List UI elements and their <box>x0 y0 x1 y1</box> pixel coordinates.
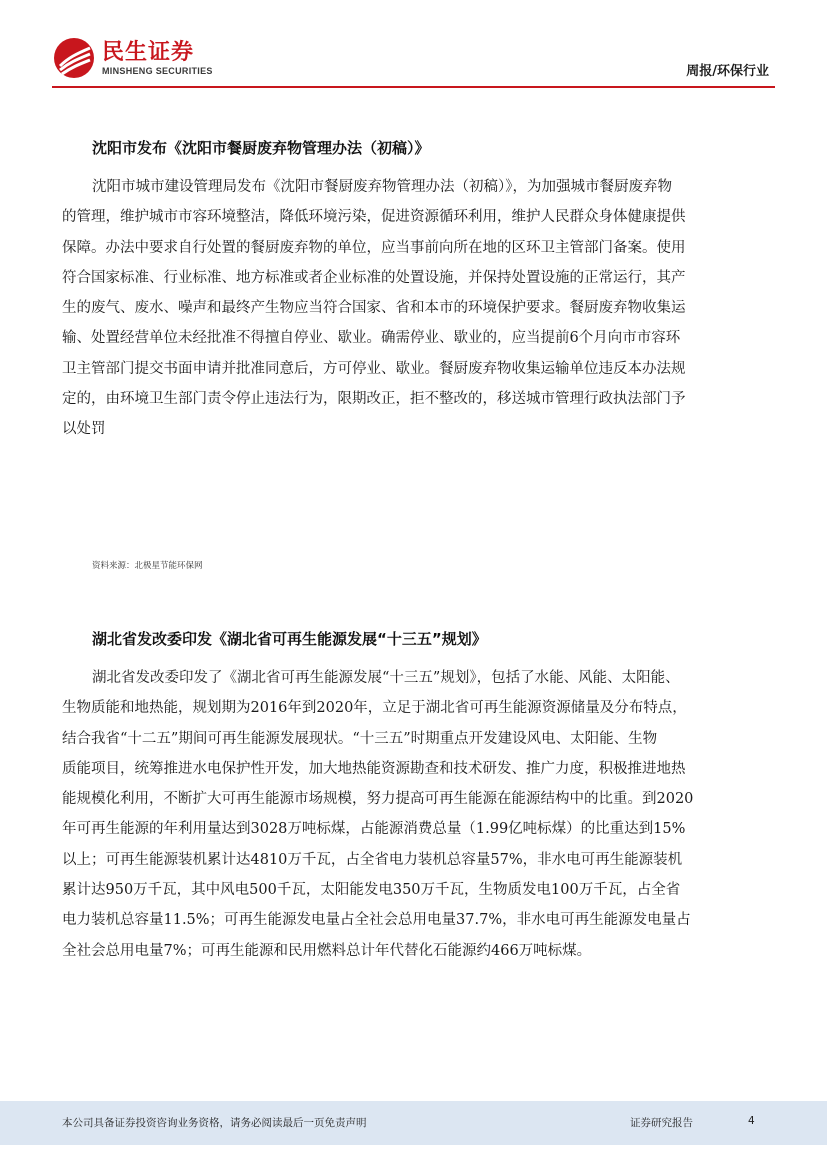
footer-label: 证券研究报告 <box>630 1117 693 1129</box>
paragraph-line: 年可再生能源的年利用量达到3028万吨标煤，占能源消费总量（1.99亿吨标煤）的比重达到15% <box>62 821 686 838</box>
section-body-hubei <box>62 663 767 966</box>
paragraph-line: 定的，由环境卫生部门责令停止违法行为，限期改正，拒不整改的，移送城市管理行政执法部门予 <box>62 391 686 408</box>
report-type: 周报/环保行业 <box>686 64 769 79</box>
page-footer <box>0 1101 827 1145</box>
page-number: 4 <box>748 1115 755 1127</box>
header-divider <box>52 86 775 88</box>
section-body-shenyang <box>62 172 767 445</box>
minsheng-logo-icon <box>52 36 96 80</box>
paragraph-line: 电力装机总容量11.5%；可再生能源发电量占全社会总用电量37.7%，非水电可再生能源发电量占 <box>62 912 691 929</box>
paragraph-line: 能规模化利用，不断扩大可再生能源市场规模，努力提高可再生能源在能源结构中的比重。到2020 <box>62 791 694 808</box>
paragraph-line: 全社会总用电量7%；可再生能源和民用燃料总计年代替化石能源约466万吨标煤。 <box>62 942 592 959</box>
paragraph-line: 累计达950万千瓦，其中风电500千瓦，太阳能发电350万千瓦，生物质发电100万千瓦，占全省 <box>62 882 681 899</box>
paragraph-line: 湖北省发改委印发了《湖北省可再生能源发展“十三五”规划》，包括了水能、风能、太阳能、 <box>92 670 680 686</box>
paragraph-line: 生物质能和地热能，规划期为2016年到2020年，立足于湖北省可再生能源资源储量及分布特点， <box>62 700 687 717</box>
paragraph-line: 结合我省“十二五”期间可再生能源发展现状。“十三五”时期重点开发建设风电、太阳能、生物 <box>62 730 658 747</box>
source-note: 资料来源：北极星节能环保网 <box>92 561 203 571</box>
paragraph-line: 质能项目，统筹推进水电保护性开发，加大地热能资源勘查和技术研发、推广力度，积极推进地热 <box>62 760 686 777</box>
brand-logo <box>52 36 213 80</box>
section-title-shenyang: 沈阳市发布《沈阳市餐厨废弃物管理办法（初稿）》 <box>92 139 430 157</box>
paragraph-line: 生的废气、废水、噪声和最终产生物应当符合国家、省和本市的环境保护要求。餐厨废弃物收集运 <box>62 300 686 317</box>
paragraph-line: 卫主管部门提交书面申请并批准同意后，方可停业、歇业。餐厨废弃物收集运输单位违反本办法规 <box>62 360 686 377</box>
page-header <box>0 0 827 90</box>
paragraph-line: 输、处置经营单位未经批准不得擅自停业、歇业。确需停业、歇业的，应当提前6个月向市市容环 <box>62 330 681 347</box>
paragraph-line: 以处罚 <box>62 421 106 438</box>
section-title-hubei: 湖北省发改委印发《湖北省可再生能源发展“十三五”规划》 <box>92 630 487 648</box>
paragraph-line: 以上；可再生能源装机累计达4810万千瓦，占全省电力装机总容量57%，非水电可再生能源装机 <box>62 851 683 868</box>
paragraph-line: 沈阳市城市建设管理局发布《沈阳市餐厨废弃物管理办法（初稿）》，为加强城市餐厨废弃物 <box>92 179 672 195</box>
paragraph-line: 符合国家标准、行业标准、地方标准或者企业标准的处置设施，并保持处置设施的正常运行，其产 <box>62 269 686 286</box>
footer-disclaimer: 本公司具备证券投资咨询业务资格，请务必阅读最后一页免责声明 <box>62 1117 367 1129</box>
paragraph-line: 保障。办法中要求自行处置的餐厨废弃物的单位，应当事前向所在地的区环卫主管部门备案。使用 <box>62 239 686 256</box>
brand-name-en: MINSHENG SECURITIES <box>102 65 213 76</box>
brand-name-cn: 民生证券 <box>102 39 195 65</box>
paragraph-line: 的管理，维护城市市容环境整洁，降低环境污染，促进资源循环利用，维护人民群众身体健康提供 <box>62 209 686 226</box>
